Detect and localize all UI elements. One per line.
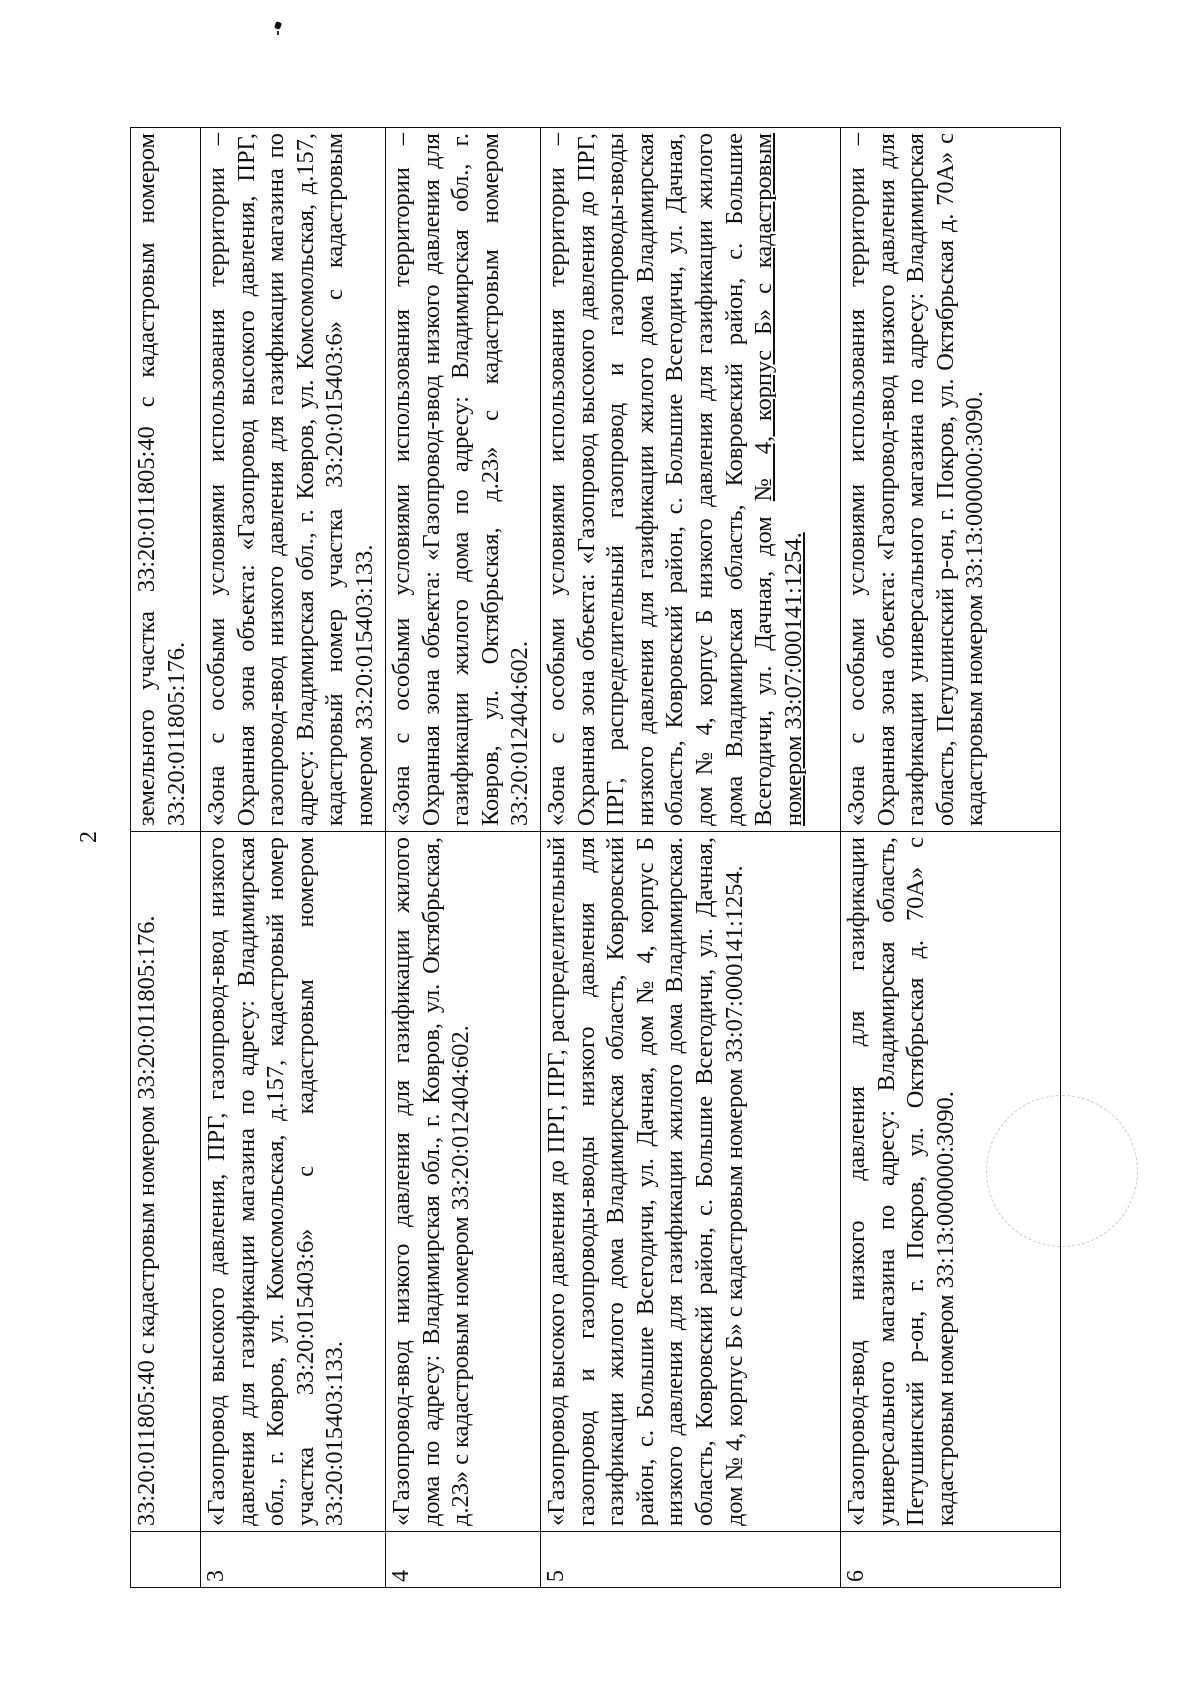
table-row bbox=[541, 128, 841, 1588]
zone-text: «Зона с особыми условиями использования территории – Охранная зона объекта: «Газопровод высокого давления, ПРГ, газопровод-ввод низкого давления для газификации магазина по адресу: Владимирская обл., г. Ковров, ул. Комсомольская, д.157, кадастровый номер участка 33:20:015403:6» с кадастровым номером 33:20:015403:133. bbox=[203, 133, 378, 826]
zone-text: «Зона с особыми условиями использования территории – Охранная зона объекта: «Газопровод-ввод низкого давления для газификации жилого дома по адресу: Владимирская обл., г. Ковров, ул. Октябрьская, д.23» с кадастровым номером 33:20:012404:602. bbox=[388, 133, 534, 826]
zone-description bbox=[541, 128, 841, 832]
zone-description bbox=[841, 128, 1061, 832]
zone-text: «Зона с особыми условиями использования территории – Охранная зона объекта: «Газопровод высокого давления до ПРГ, ПРГ, распределительный газопровод и газопроводы-вводы низкого давления для газификации жилого дома Владимирская область, Ковровский район, с. Большие Всегодичи, ул. Дачная, дом № 4, корпус Б низкого давления для газификации жилого дома Владимирская область, Ковровский район, с. Большие Всегодичи, ул. Дачная, дом bbox=[543, 133, 778, 826]
zone-text-underlined: № 4, корпус Б» с кадастровым номером 33:07:000141:1254. bbox=[750, 133, 807, 826]
object-description: «Газопровод высокого давления до ПРГ, ПРГ, распределительный газопровод и газопроводы-вводы низкого давления для газификации жилого дома Владимирская область, Ковровский район, с. Большие Всегодичи, ул. Дачная, дом № 4, корпус Б низкого давления для газификации жилого дома Владимирская. область, Ковровский район, с. Большие Всегодичи, ул. Дачная, дом № 4, корпус Б» с кадастровым номером 33:07:000141:1254. bbox=[541, 832, 841, 1532]
objects-table bbox=[130, 127, 1061, 1588]
scan-speck bbox=[277, 31, 279, 35]
table-row bbox=[131, 128, 201, 1588]
row-number: 6 bbox=[841, 1532, 1061, 1588]
object-description: «Газопровод-ввод низкого давления для газификации универсального магазина по адресу: Владимирская область, Петушинский р-он, г. Покров, ул. Октябрьская д. 70А» с кадастровым номером 33:13:000000:3090. bbox=[841, 832, 1061, 1532]
zone-text: земельного участка 33:20:011805:40 с кадастровым номером 33:20:011805:176. bbox=[133, 133, 190, 826]
table-row bbox=[841, 128, 1061, 1588]
rotated-table-container bbox=[130, 128, 1060, 1588]
zone-text: «Зона с особыми условиями использования территории – Охранная зона объекта: «Газопровод-ввод низкого давления для газификации универсального магазина по адресу: Владимирская область, Петушинский р-он, г. Покров, ул. Октябрьская д. 70А» с кадастровым номером 33:13:000000:3090. bbox=[843, 133, 989, 826]
object-description: «Газопровод-ввод низкого давления для газификации жилого дома по адресу: Владимирская обл., г. Ковров, ул. Октябрьская, д.23» с кадастровым номером 33:20:012404:602. bbox=[386, 832, 541, 1532]
row-number: 5 bbox=[541, 1532, 841, 1588]
zone-description bbox=[131, 128, 201, 832]
table-row bbox=[386, 128, 541, 1588]
row-number: 4 bbox=[386, 1532, 541, 1588]
page-number: 2 bbox=[76, 831, 102, 843]
scan-speck bbox=[274, 21, 282, 30]
zone-description bbox=[201, 128, 386, 832]
object-description: 33:20:011805:40 с кадастровым номером 33:20:011805:176. bbox=[131, 832, 201, 1532]
object-description: «Газопровод высокого давления, ПРГ, газопровод-ввод низкого давления для газификации магазина по адресу: Владимирская обл., г. Ковров, ул. Комсомольская, д.157, кадастровый номер участка 33:20:015403:6» с кадастровым номером 33:20:015403:133. bbox=[201, 832, 386, 1532]
seal-stamp bbox=[986, 1095, 1138, 1247]
row-number bbox=[131, 1532, 201, 1588]
row-number: 3 bbox=[201, 1532, 386, 1588]
zone-description bbox=[386, 128, 541, 832]
table-row bbox=[201, 128, 386, 1588]
